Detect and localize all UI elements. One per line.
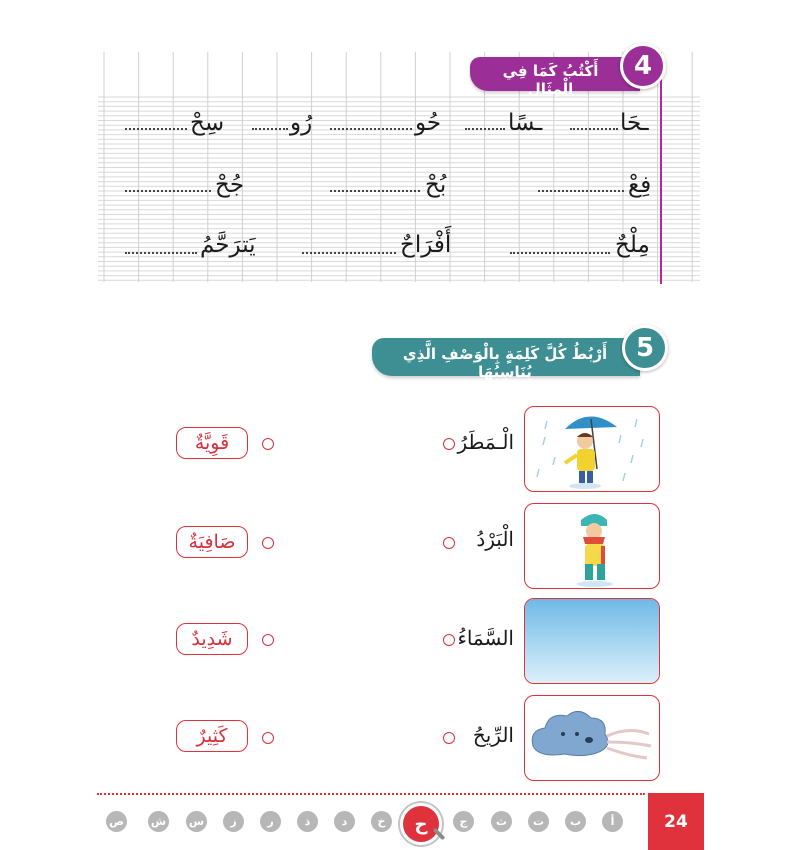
write-line[interactable] (330, 190, 420, 192)
syllable-1-5: سِحْ (190, 110, 225, 136)
description-connector-dot[interactable] (262, 634, 274, 646)
syllable-1-1: ـحَا (620, 110, 649, 136)
description-severe: شَدِيدٌ (176, 623, 248, 655)
alphabet-letter: ت (528, 811, 549, 832)
alphabet-letter: ر (260, 811, 281, 832)
exercise-4-number-badge: 4 (620, 43, 666, 89)
word-connector-dot[interactable] (443, 438, 455, 450)
alphabet-letter: ص (106, 811, 127, 832)
margin-line (660, 52, 662, 284)
syllable-2-3: جُحْ (215, 172, 245, 198)
word-cold: الْبَرْدُ (476, 527, 514, 551)
write-line[interactable] (330, 128, 412, 130)
alphabet-letter: ب (565, 811, 586, 832)
word-wind: الرِّيحُ (472, 723, 514, 747)
cold-boy-scarf-picture (524, 503, 660, 589)
exercise-5-title: أَرْبُطُ كُلَّ كَلِمَةٍ بِالْوَصْفِ الَّذِي يُنَاسِبُهَا (402, 345, 608, 381)
syllable-2-2: بُحْ (425, 172, 447, 198)
alphabet-letter: د (334, 811, 355, 832)
word-sky: السَّمَاءُ (457, 626, 514, 650)
description-much: كَثِيرٌ (176, 720, 248, 752)
alphabet-letter: ز (223, 811, 244, 832)
footer-dotted-line (97, 793, 645, 795)
rain-boy-umbrella-picture (524, 406, 660, 492)
description-connector-dot[interactable] (262, 438, 274, 450)
word-3-1: مِلْحٌ (615, 232, 650, 258)
write-line[interactable] (125, 128, 187, 130)
word-rain: الْـمَطَرُ (457, 430, 514, 454)
syllable-1-4: رُو (290, 110, 313, 136)
blue-sky-picture (524, 598, 660, 684)
alphabet-letter: خ (371, 811, 392, 832)
word-3-2: أَفْرَاحٌ (400, 232, 452, 258)
alphabet-letter: أ (602, 811, 623, 832)
write-line[interactable] (510, 252, 610, 254)
active-letter-magnifier: ح (400, 803, 442, 845)
alphabet-letter: ش (148, 811, 169, 832)
description-connector-dot[interactable] (262, 732, 274, 744)
alphabet-letter: ذ (297, 811, 318, 832)
syllable-1-3: حُو (415, 110, 442, 136)
write-line[interactable] (465, 128, 505, 130)
write-line[interactable] (538, 190, 624, 192)
write-line[interactable] (125, 252, 197, 254)
word-connector-dot[interactable] (443, 732, 455, 744)
syllable-2-1: فِعْ (628, 172, 652, 198)
alphabet-letter: ث (491, 811, 512, 832)
syllable-1-2: ـسًا (508, 110, 543, 136)
alphabet-letter: ج (453, 811, 474, 832)
description-strong: قَوِيَّةٌ (176, 427, 248, 459)
write-line[interactable] (125, 190, 211, 192)
write-line[interactable] (302, 252, 396, 254)
write-line[interactable] (570, 128, 618, 130)
description-clear: صَافِيَةٌ (176, 526, 248, 558)
word-connector-dot[interactable] (443, 537, 455, 549)
word-connector-dot[interactable] (443, 634, 455, 646)
description-connector-dot[interactable] (262, 537, 274, 549)
exercise-4-title: أَكْتُبُ كَمَا فِي الْمِثَالِ (502, 62, 599, 98)
page-number: 24 (648, 793, 704, 850)
alphabet-letter: س (186, 811, 207, 832)
blowing-cloud-picture (524, 695, 660, 781)
exercise-5-number-badge: 5 (622, 325, 668, 371)
write-line[interactable] (252, 128, 288, 130)
word-3-3: يَترَحَّمُ (200, 232, 256, 258)
